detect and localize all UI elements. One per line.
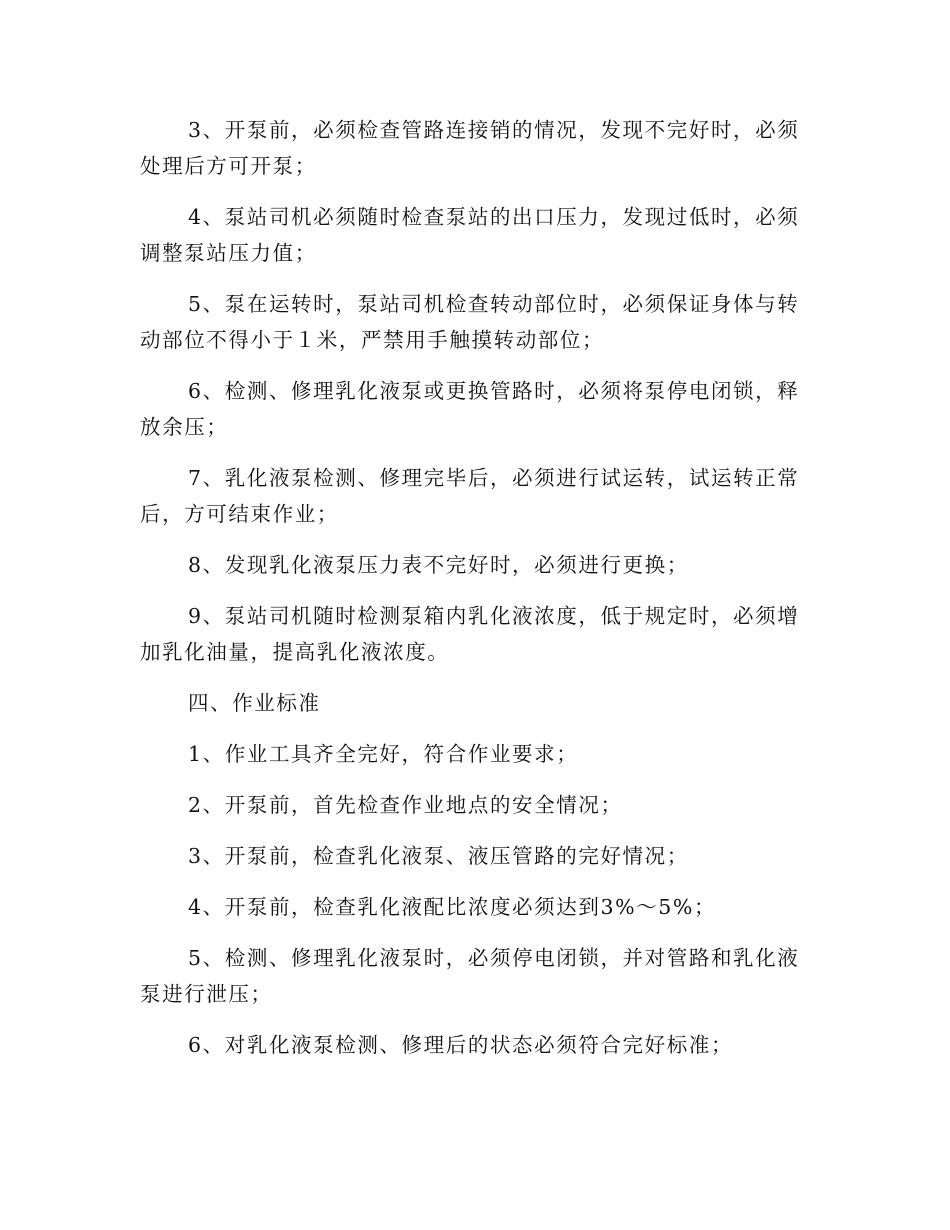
standard-item-5: 5、检测、修理乳化液泵时，必须停电闭锁，并对管路和乳化液泵进行泄压；: [140, 946, 800, 1006]
section-heading-work-standard: 四、作业标准: [188, 691, 321, 715]
document-body: [140, 112, 808, 1078]
standard-item-6: 6、对乳化液泵检测、修理后的状态必须符合完好标准；: [188, 1033, 734, 1057]
paragraph-item-5: 5、泵在运转时，泵站司机检查转动部位时，必须保证身体与转动部位不得小于１米，严禁用手触摸转动部位；: [140, 292, 800, 352]
standard-item-3: 3、开泵前，检查乳化液泵、液压管路的完好情况；: [188, 844, 689, 868]
paragraph-item-3: 3、开泵前，必须检查管路连接销的情况，发现不完好时，必须处理后方可开泵；: [140, 118, 800, 178]
standard-item-1: 1、作业工具齐全完好，符合作业要求；: [188, 742, 579, 766]
standard-item-4: 4、开泵前，检查乳化液配比浓度必须达到3%～5%；: [188, 895, 717, 919]
paragraph-item-4: 4、泵站司机必须随时检查泵站的出口压力，发现过低时，必须调整泵站压力值；: [140, 205, 800, 265]
standard-item-2: 2、开泵前，首先检查作业地点的安全情况；: [188, 793, 623, 817]
paragraph-item-8: 8、发现乳化液泵压力表不完好时，必须进行更换；: [188, 553, 689, 577]
paragraph-item-7: 7、乳化液泵检测、修理完毕后，必须进行试运转，试运转正常后，方可结束作业；: [140, 466, 800, 526]
paragraph-item-6: 6、检测、修理乳化液泵或更换管路时，必须将泵停电闭锁，释放余压；: [140, 379, 800, 439]
paragraph-item-9: 9、泵站司机随时检测泵箱内乳化液浓度，低于规定时，必须增加乳化油量，提高乳化液浓度。: [140, 604, 800, 664]
